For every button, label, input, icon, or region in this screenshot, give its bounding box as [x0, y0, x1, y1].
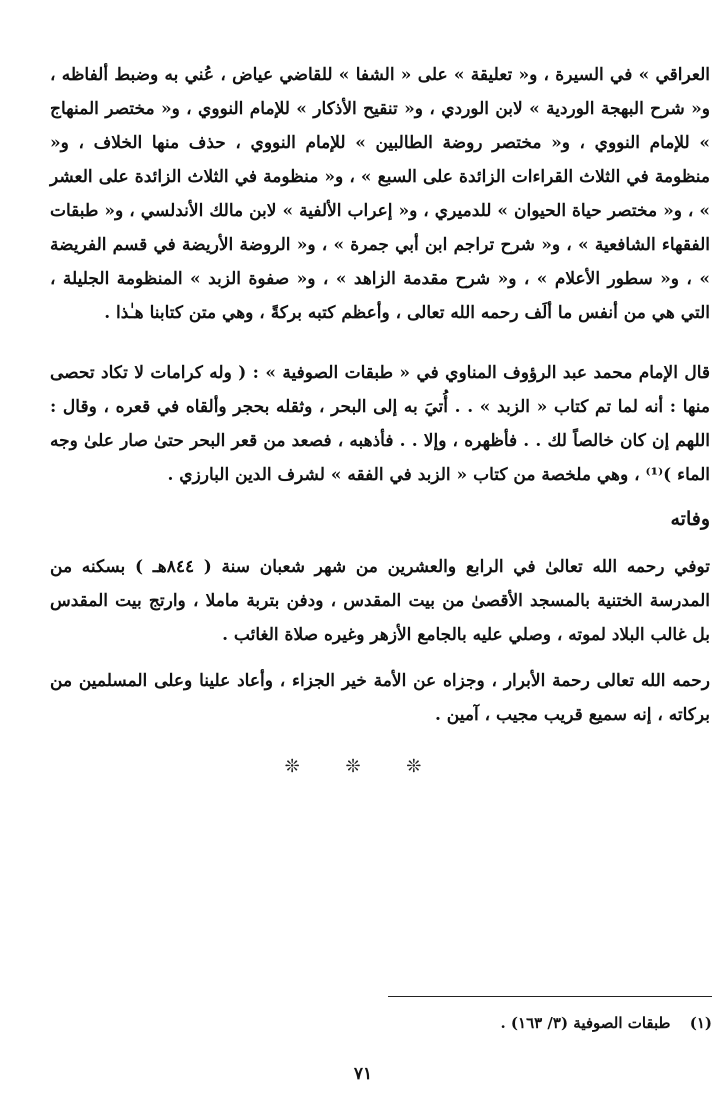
section-separator: ❊ ❊ ❊ [284, 756, 442, 777]
section-heading-death: وفاته [670, 508, 710, 530]
footnote-number: (١) [689, 1014, 712, 1032]
paragraph-karamat: قال الإمام محمد عبد الرؤوف المناوي في « طبقات الصوفية » : ( وله كرامات لا تكاد تحصى منها : أنه لما تم كتاب « الزبد » . . أُتيَ به إلى البحر ، وثقله بحجر وألقاه في قعره ، وقال : اللهم إن كان خالصاً لك . . فأظهره ، وإلا . . فأذهبه ، فصعد من قعر البحر حتىٰ صار علىٰ وجه الماء )⁽¹⁾ ، وهي ملخصة من كتاب « الزبد في الفقه » لشرف الدين البارزي . [50, 363, 710, 485]
paragraph-prayer: رحمه الله تعالى رحمة الأبرار ، وجزاه عن الأمة خير الجزاء ، وأعاد علينا وعلى المسلمين من بركاته ، إنه سميع قريب مجيب ، آمين . [50, 671, 710, 725]
footnote-divider [388, 996, 712, 997]
page-number: ٧١ [353, 1064, 373, 1084]
paragraph-death: توفي رحمه الله تعالىٰ في الرابع والعشرين من شهر شعبان سنة ( ٨٤٤هـ ) بسكنه من المدرسة الختنية بالمسجد الأقصىٰ من بيت المقدس ، ودفن بتربة ماملا ، وارتج بيت المقدس بل غالب البلاد لموته ، وصلي عليه بالجامع الأزهر وغيره صلاة الغائب . [50, 557, 710, 645]
footnote [500, 1014, 712, 1032]
footnote-text: طبقات الصوفية (٣/ ١٦٣) . [500, 1014, 671, 1032]
paragraph-works-list: العراقي » في السيرة ، و« تعليقة » على « الشفا » للقاضي عياض ، عُني به وضبط ألفاظه ، و« شرح البهجة الوردية » لابن الوردي ، و« تنقيح الأذكار » للإمام النووي ، و« مختصر المنهاج » للإمام النووي ، و« مختصر روضة الطالبين » للإمام النووي ، حذف منها الخلاف ، و« منظومة في الثلاث القراءات الزائدة على السبع » ، و« منظومة في الثلاث الزائدة على العشر » ، و« مختصر حياة الحيوان » للدميري ، و« إعراب الألفية » لابن مالك الأندلسي ، و« طبقات الفقهاء الشافعية » ، و« شرح تراجم ابن أبي جمرة » ، و« الروضة الأريضة في قسم الفريضة » ، و« سطور الأعلام » ، و« شرح مقدمة الزاهد » ، و« صفوة الزبد » المنظومة الجليلة ، التي هي من أنفس ما ألَف رحمه الله تعالى ، وأعظم كتبه بركةً ، وهي متن كتابنا هـٰذا . [50, 65, 710, 323]
